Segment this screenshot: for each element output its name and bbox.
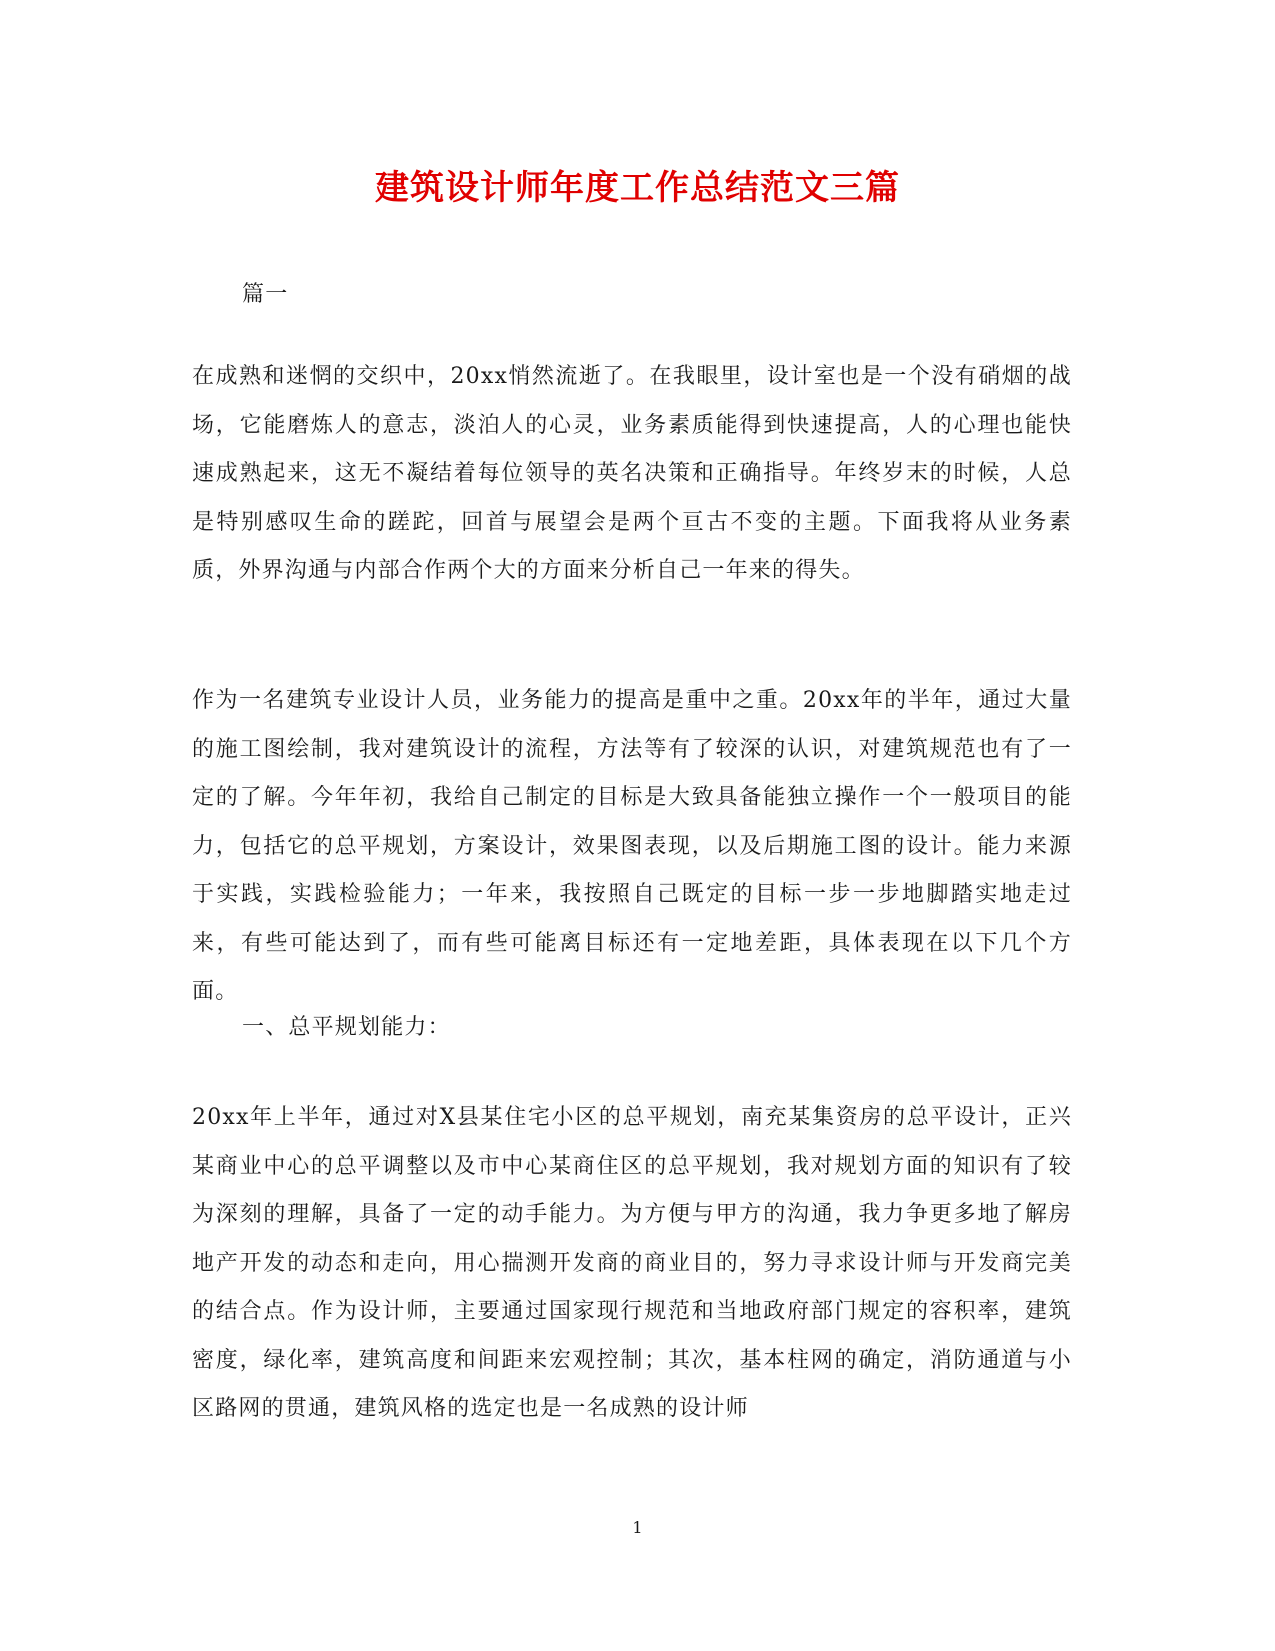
paragraph-1: 在成熟和迷惘的交织中，20xx悄然流逝了。在我眼里，设计室也是一个没有硝烟的战场，它能磨炼人的意志，淡泊人的心灵，业务素质能得到快速提高，人的心理也能快速成熟起来，这无不凝结着每位领导的英名决策和正确指导。年终岁末的时候，人总是特别感叹生命的蹉跎，回首与展望会是两个亘古不变的主题。下面我将从业务素质，外界沟通与内部合作两个大的方面来分析自己一年来的得失。 (192, 364, 1072, 583)
page-number: 1 (632, 1518, 643, 1537)
document-title: 建筑设计师年度工作总结范文三篇 (375, 168, 900, 208)
subheading-planning: 一、总平规划能力： (242, 1015, 451, 1040)
section-label: 篇一 (242, 282, 289, 307)
paragraph-3: 20xx年上半年，通过对X县某住宅小区的总平规划，南充某集资房的总平设计，正兴某商业中心的总平调整以及市中心某商住区的总平规划，我对规划方面的知识有了较为深刻的理解，具备了一定的动手能力。为方便与甲方的沟通，我力争更多地了解房地产开发的动态和走向，用心揣测开发商的商业目的，努力寻求设计师与开发商完美的结合点。作为设计师，主要通过国家现行规范和当地政府部门规定的容积率，建筑密度，绿化率，建筑高度和间距来宏观控制；其次，基本柱网的确定，消防通道与小区路网的贯通，建筑风格的选定也是一名成熟的设计师 (192, 1105, 1072, 1421)
paragraph-2: 作为一名建筑专业设计人员，业务能力的提高是重中之重。20xx年的半年，通过大量的施工图绘制，我对建筑设计的流程，方法等有了较深的认识，对建筑规范也有了一定的了解。今年年初，我给自己制定的目标是大致具备能独立操作一个一般项目的能力，包括它的总平规划，方案设计，效果图表现，以及后期施工图的设计。能力来源于实践，实践检验能力；一年来，我按照自己既定的目标一步一步地脚踏实地走过来，有些可能达到了，而有些可能离目标还有一定地差距，具体表现在以下几个方面。 (192, 688, 1072, 1004)
